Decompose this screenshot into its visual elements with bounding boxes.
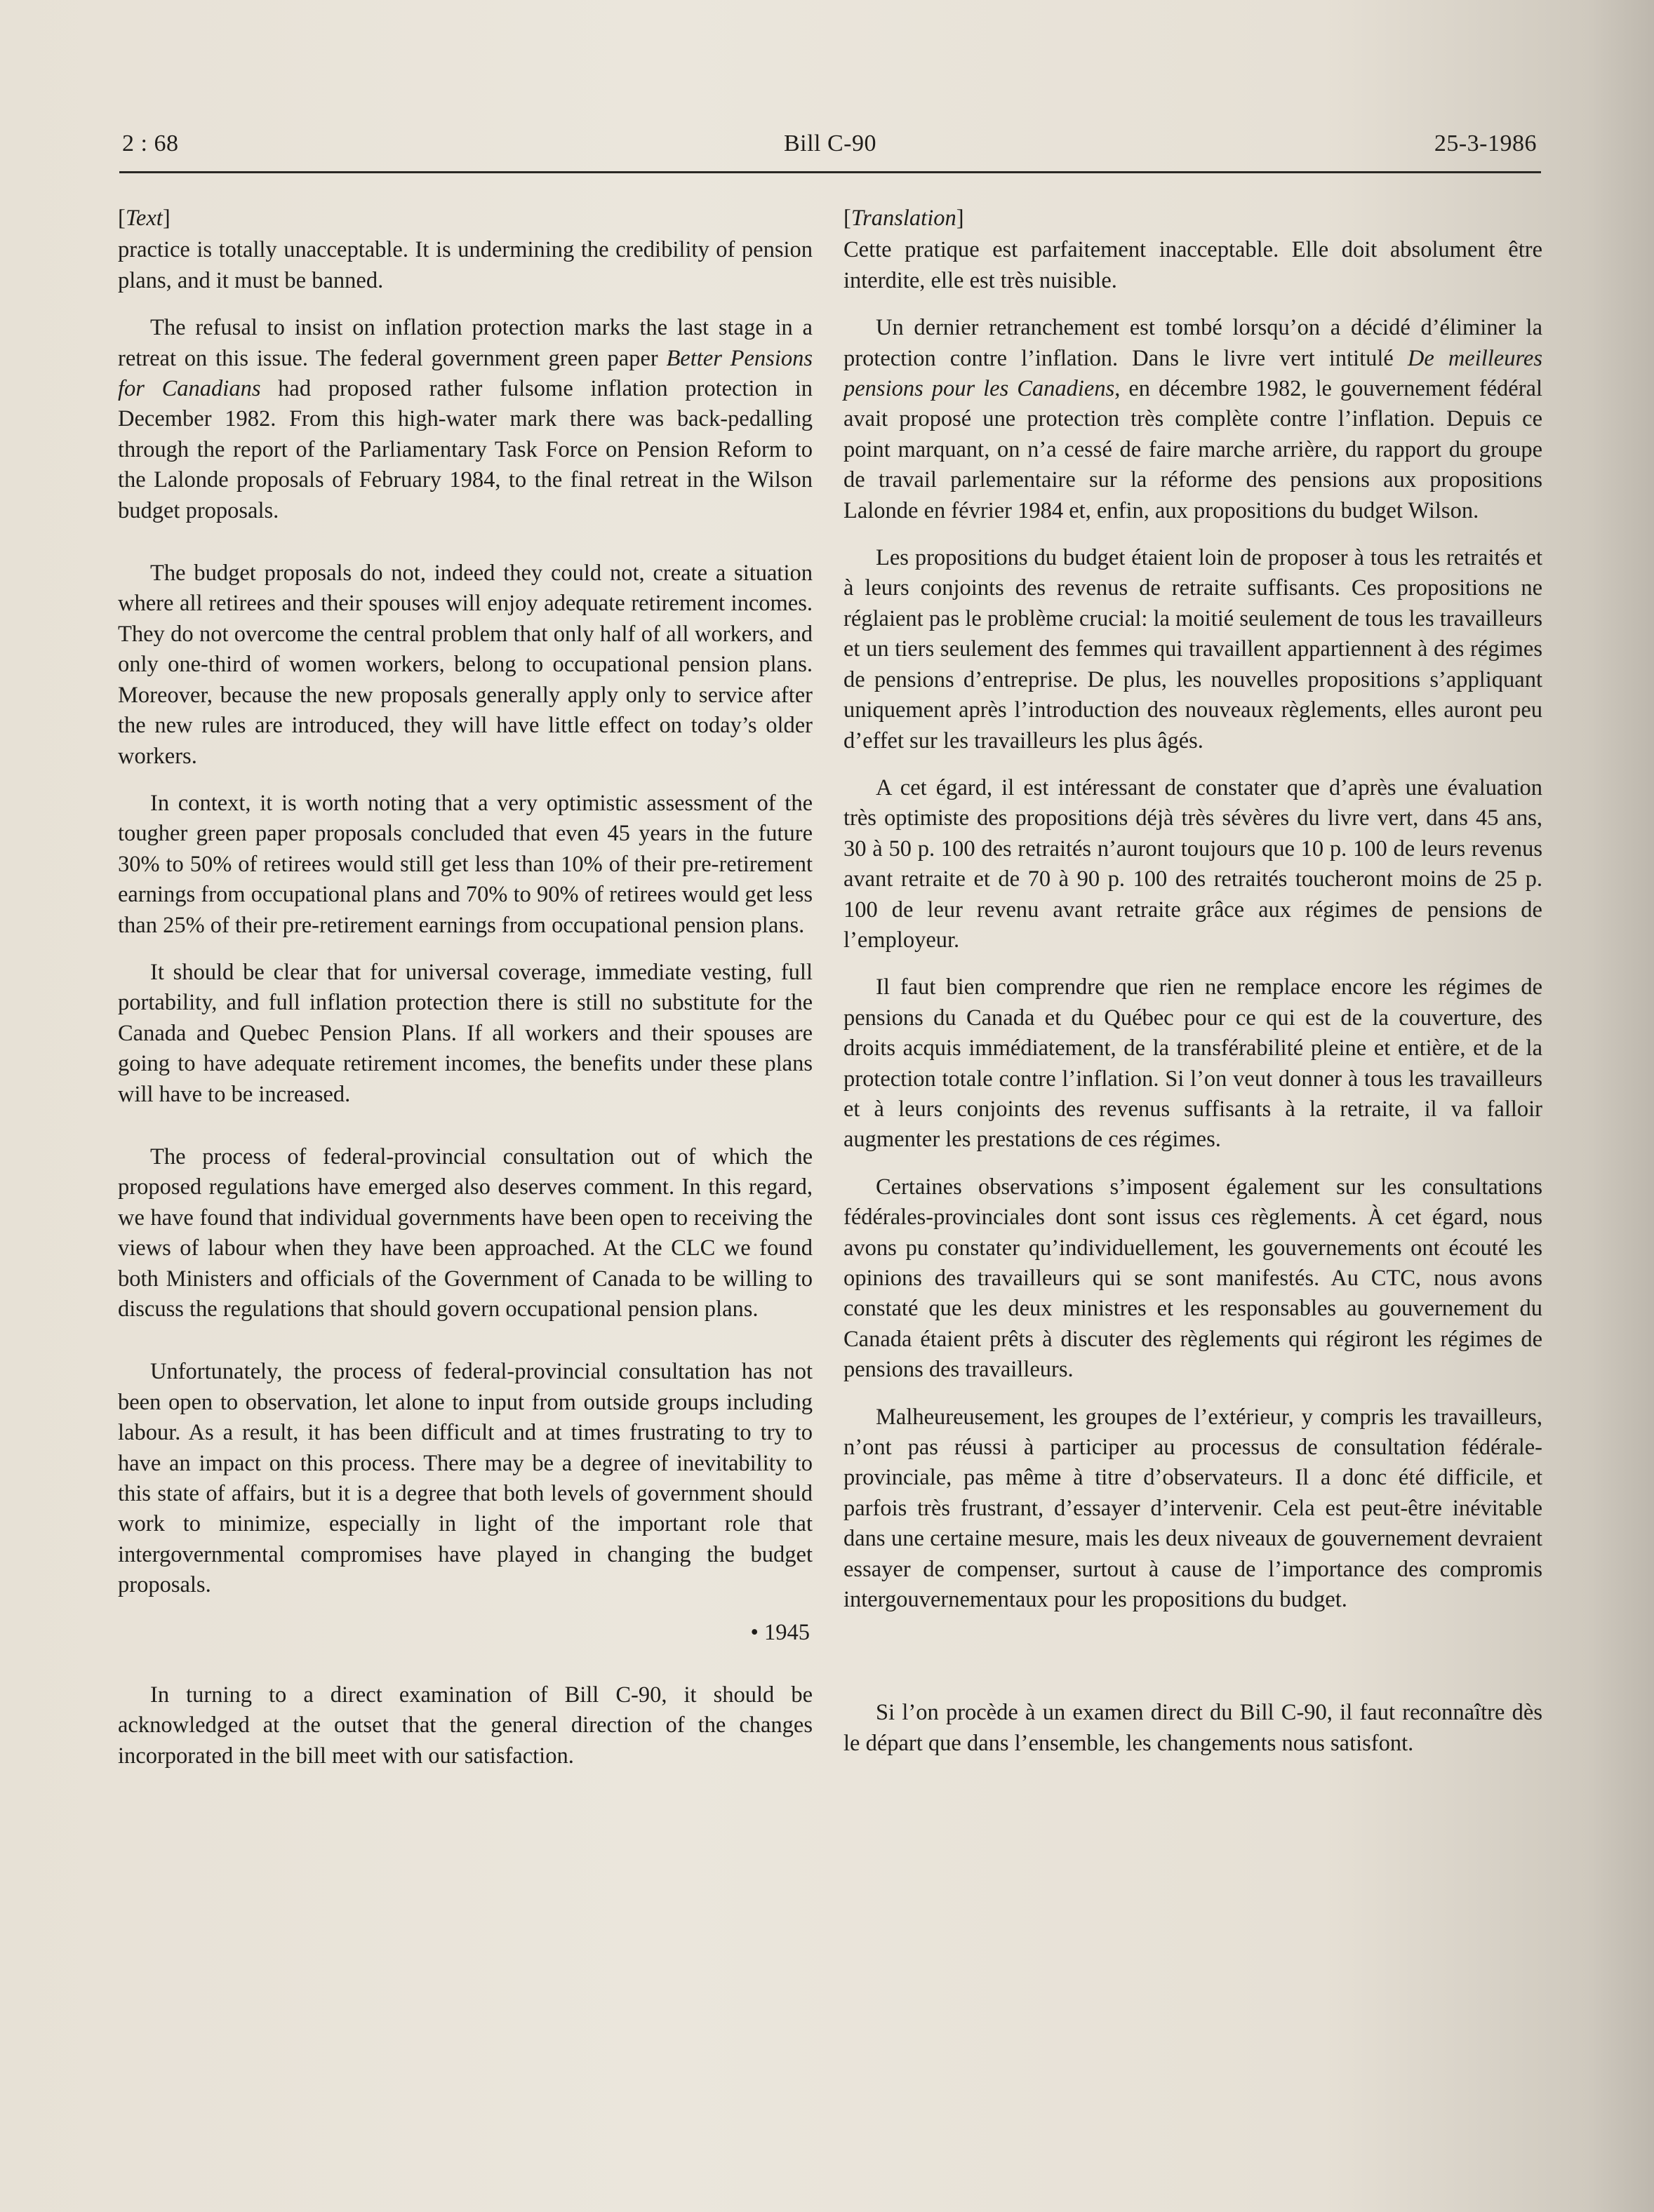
paragraph: Malheureusement, les groupes de l’extérieur, y compris les travailleurs, n’ont pas réussi à participer au processus de consultation fédérale-provinciale, pas même à titre d’observateurs. Il a donc été difficile, et parfois très frustrant, d’essayer d’intervenir. Cela est peut-être inévitable dans une certaine mesure, mais les deux niveaux de gouvernement devraient essayer de compenser, surtout à cause de l’importance des compromis intergouvernementaux pour les propositions du budget. (843, 1404, 1542, 1613)
paragraph: Il faut bien comprendre que rien ne remplace encore les régimes de pensions du Canada et du Québec pour ce qui est de la couverture, des droits acquis immédiatement, de la transférabilité pleine et entière, et de la protection totale contre l’inflation. Si l’on veut donner à tous les travailleurs et à leurs conjoints des revenus suffisants à la retraite, il va falloir augmenter les prestations de ces régimes. (843, 974, 1542, 1153)
paragraph: In turning to a direct examination of Bill C-90, it should be acknowledged at the outset that the general direction of the changes incorporated in the bill meet with our satisfaction. (118, 1682, 813, 1769)
paragraph: The budget proposals do not, indeed they could not, create a situation where all retirees and their spouses will enjoy adequate retirement incomes. They do not overcome the central problem that only half of all workers, and only one-third of women workers, belong to occupational pension plans. Moreover, because the new proposals generally apply only to service after the new rules are introduced, they will have little effect on today’s older workers. (118, 561, 813, 769)
green-paper-title: Better Pensions for Canadians (118, 345, 813, 402)
document-title: Bill C-90 (783, 130, 877, 156)
paragraph: In context, it is worth noting that a very optimistic assessment of the tougher green paper proposals concluded that even 45 years in the future 30% to 50% of retirees would still get less than 10% of their pre-retirement earnings from occupational plans and 70% to 90% of retirees would get less than 25% of their pre-retirement earnings from occupational pension plans. (118, 790, 813, 938)
translation-label: [Translation] (843, 206, 964, 231)
paragraph: Unfortunately, the process of federal-provincial consultation has not been open to observation, let alone to input from outside groups including labour. As a result, it has been difficult and at times frustrating to try to have an impact on this process. There may be a degree of inevitability to this state of affairs, but it is a degree that both levels of government should work to minimize, especially in light of the important role that intergovernmental compromises have played in changing the budget proposals. (118, 1359, 813, 1598)
english-column (118, 203, 813, 1771)
paragraph: A cet égard, il est intéressant de constater que d’après une évaluation très optimiste des propositions déjà très sévères du livre vert, dans 45 ans, 30 à 50 p. 100 des retraités n’auront toujours que 10 p. 100 de leurs revenus avant retraite et de 70 à 90 p. 100 des retraités toucheront moins de 25 p. 100 de leur revenu avant retraite grâce aux régimes de pensions de l’employeur. (843, 775, 1542, 953)
french-column (843, 203, 1542, 1759)
page-number: 2 : 68 (122, 130, 179, 156)
paragraph: Les propositions du budget étaient loin de proposer à tous les retraités et à leurs conjoints des revenus de retraite suffisants. Ces propositions ne réglaient pas le problème crucial: la moitié seulement de tous les travailleurs et un tiers seulement des femmes qui travaillent appartiennent à des régimes de pensions d’entreprise. De plus, les nouvelles propositions s’appliquant uniquement après l’introduction des nouveaux règlements, elles auront peu d’effet sur les travailleurs les plus âgés. (843, 545, 1542, 753)
paragraph: Si l’on procède à un examen direct du Bill C-90, il faut reconnaître dès le départ que dans l’ensemble, les changements nous satisfont. (843, 1700, 1542, 1756)
paragraph: Certaines observations s’imposent également sur les consultations fédérales-provinciales dont sont issus ces règlements. À cet égard, nous avons pu constater qu’individuellement, les gouvernements ont écouté les opinions des travailleurs qui se sont manifestés. Au CTC, nous avons constaté que les deux ministres et les responsables au gouvernement du Canada étaient prêts à discuter des règlements qui régiront les régimes de pensions des travailleurs. (843, 1174, 1542, 1383)
time-marker: • 1945 (750, 1619, 810, 1645)
paragraph: Cette pratique est parfaitement inacceptable. Elle doit absolument être interdite, elle est très nuisible. (843, 237, 1542, 293)
text-label: [Text] (118, 206, 171, 231)
green-paper-title: De meilleures pensions pour les Canadiens (843, 345, 1542, 402)
paragraph: The process of federal-provincial consultation out of which the proposed regulations have emerged also deserves comment. In this regard, we have found that individual governments have been open to receiving the views of labour when they have been approached. At the CLC we found both Ministers and officials of the Government of Canada to be willing to discuss the regulations that should govern occupational pension plans. (118, 1144, 813, 1322)
document-date: 25-3-1986 (1434, 130, 1537, 156)
page-header (119, 129, 1541, 173)
paragraph: practice is totally unacceptable. It is undermining the credibility of pension plans, and it must be banned. (118, 237, 813, 293)
paragraph: Un dernier retranchement est tombé lorsqu’on a décidé d’éliminer la protection contre l’inflation. Dans le livre vert intitulé De meilleures pensions pour les Canadiens, en décembre 1982, le gouvernement fédéral avait proposé une protection très complète contre l’inflation. Depuis ce point marquant, on n’a cessé de faire marche arrière, du rapport du groupe de travail parlementaire sur la réforme des pensions aux propositions Lalonde en février 1984 et, enfin, aux propositions du budget Wilson. (843, 315, 1543, 523)
paragraph: It should be clear that for universal coverage, immediate vesting, full portability, and full inflation protection there is still no substitute for the Canada and Quebec Pension Plans. If all workers and their spouses are going to have adequate retirement incomes, the benefits under these plans will have to be increased. (118, 959, 813, 1107)
paragraph: The refusal to insist on inflation protection marks the last stage in a retreat on this issue. The federal government green paper Better Pensions for Canadians had proposed rather fulsome inflation protection in December 1982. From this high-water mark there was back-pedalling through the report of the Parliamentary Task Force on Pension Reform to the Lalonde proposals of February 1984, to the final retreat in the Wilson budget proposals. (118, 315, 813, 523)
